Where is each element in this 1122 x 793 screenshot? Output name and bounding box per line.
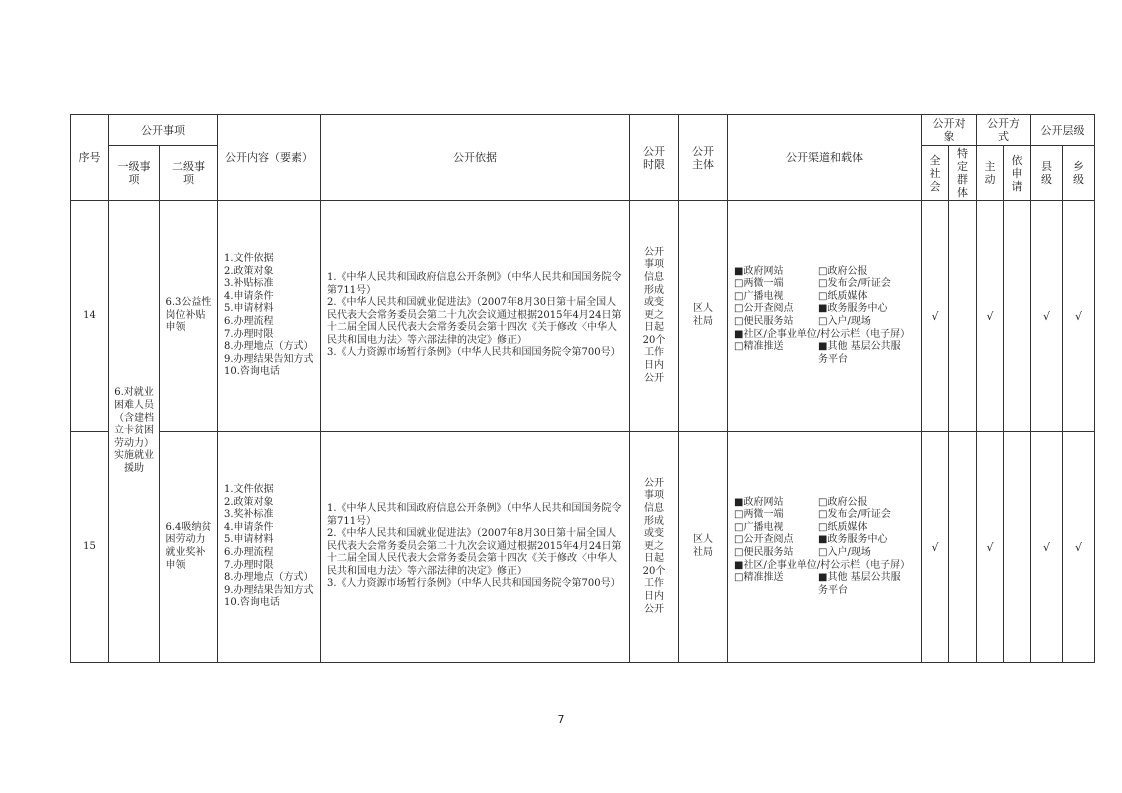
header-target (922, 115, 977, 146)
header-basis: 公开依据 (321, 115, 630, 201)
check-target-specific (949, 201, 977, 432)
time-limit: 公开事项信息形成或变更之日起20个工作日内公开 (642, 477, 666, 615)
disclosure-table (70, 114, 1095, 663)
content-list (218, 201, 321, 432)
content-item: 2.政策对象 (224, 496, 274, 508)
content-item: 8.办理地点（方式） (224, 341, 314, 353)
channel-broadcast: □广播电视 (734, 521, 784, 533)
level1-item: 6.对就业困难人员（含建档立卡贫困劳动力）实施就业援助 (114, 387, 154, 474)
channel-broadcast: □广播电视 (734, 290, 784, 302)
header-level1-text: 一级事项 (117, 160, 151, 186)
channel-gov-gazette: □政府公报 (818, 496, 868, 508)
channel-community-board: ■社区/企事业单位/村公示栏（电子屏） (734, 328, 911, 340)
content-item: 3.奖补标准 (224, 509, 274, 521)
header-method-active (977, 146, 1004, 201)
header-level-town (1063, 146, 1095, 201)
content-item: 9.办理结果告知方式 (224, 584, 314, 596)
header-level2-text: 二级事项 (172, 160, 205, 186)
channel-gov-website: ■政府网站 (734, 496, 784, 508)
channel-precise-push: □精准推送 (734, 341, 784, 353)
header-target-all-text: 全社会 (929, 153, 941, 193)
content-item: 5.申请材料 (224, 534, 274, 546)
level2-item: 6.3公益性岗位补贴申领 (165, 297, 212, 334)
content-item: 7.办理时限 (224, 559, 274, 571)
subject: 区人社局 (693, 303, 713, 327)
basis-list (321, 432, 630, 663)
check-level-town: √ (1063, 432, 1095, 663)
header-content: 公开内容（要素） (218, 115, 321, 201)
level2-item: 6.4吸纳贫困劳动力就业奖补申领 (165, 521, 212, 571)
header-level: 公开层级 (1031, 115, 1095, 146)
check-level-town: √ (1063, 201, 1095, 432)
check-target-all: √ (922, 201, 949, 432)
header-target-specific (949, 146, 977, 201)
header-method-apply-text: 依申请 (1011, 153, 1023, 193)
channel-two-micro: □两微一端 (734, 509, 784, 521)
header-channels: 公开渠道和载体 (728, 115, 922, 201)
content-item: 4.申请条件 (224, 521, 274, 533)
channels-list (728, 201, 922, 432)
header-time-limit-text: 公开时限 (643, 144, 665, 171)
header-method-active-text: 主动 (984, 160, 996, 186)
subject: 区人社局 (693, 534, 713, 558)
channel-convenience-station: □便民服务站 (734, 316, 794, 327)
subject-cell (679, 432, 728, 663)
content-item: 2.政策对象 (224, 265, 274, 277)
channel-two-micro: □两微一端 (734, 278, 784, 290)
level2-item-cell (160, 432, 218, 663)
header-target-specific-text: 特定群体 (957, 147, 968, 199)
content-item: 10.咨询电话 (224, 366, 280, 378)
content-item: 8.办理地点（方式） (224, 572, 314, 584)
table-row (71, 432, 1095, 663)
header-level-county (1031, 146, 1063, 201)
check-level-county: √ (1031, 432, 1063, 663)
channel-precise-push: □精准推送 (734, 572, 784, 584)
check-target-all: √ (922, 432, 949, 663)
basis-item: 1.《中华人民共和国政府信息公开条例》（中华人民共和国国务院令第711号） (327, 502, 622, 527)
content-item: 10.咨询电话 (224, 597, 280, 609)
channel-press-conf: □发布会/听证会 (818, 278, 891, 290)
channel-gov-website: ■政府网站 (734, 265, 784, 277)
header-public-items: 公开事项 (109, 115, 218, 146)
channel-service-center: ■政务服务中心 (818, 534, 888, 546)
time-limit-cell (630, 201, 679, 432)
header-target-text: 公开对象 (932, 117, 966, 143)
basis-item: 2.《中华人民共和国就业促进法》（2007年8月30日第十届全国人民代表大会常务委员会第二十九次会议通过根据2015年4月24日第十二届全国人民代表大会常务委员会第十四次《关于修改〈中华人民共和国电力法〉等六部法律的决定》修正） (327, 528, 622, 577)
basis-item: 1.《中华人民共和国政府信息公开条例》（中华人民共和国国务院令第711号） (327, 271, 622, 296)
channel-convenience-station: □便民服务站 (734, 547, 794, 558)
basis-item: 3.《人力资源市场暂行条例》（中华人民共和国国务院令第700号） (327, 578, 621, 590)
level1-item-cell (109, 201, 160, 663)
header-level-county-text: 县级 (1041, 160, 1052, 186)
content-item: 6.办理流程 (224, 547, 274, 558)
channel-community-board: ■社区/企事业单位/村公示栏（电子屏） (734, 559, 911, 571)
check-method-apply (1004, 432, 1031, 663)
check-method-active: √ (977, 432, 1004, 663)
header-time-limit (630, 115, 679, 201)
basis-item: 2.《中华人民共和国就业促进法》（2007年8月30日第十届全国人民代表大会常务委员会第二十九次会议通过根据2015年4月24日第十二届全国人民代表大会常务委员会第十四次《关于修改〈中华人民共和国电力法〉等六部法律的决定》修正） (327, 297, 622, 346)
content-item: 1.文件依据 (224, 253, 274, 265)
channel-door-to-door: □入户/现场 (818, 316, 871, 327)
content-item: 5.申请材料 (224, 303, 274, 315)
header-method-apply (1004, 146, 1031, 201)
basis-item: 3.《人力资源市场暂行条例》（中华人民共和国国务院令第700号） (327, 347, 621, 359)
channel-other: ■其他 基层公共服务平台 (818, 572, 901, 596)
channel-service-center: ■政务服务中心 (818, 303, 888, 315)
content-item: 7.办理时限 (224, 328, 274, 340)
basis-list (321, 201, 630, 432)
header-seq: 序号 (71, 115, 109, 201)
channel-door-to-door: □入户/现场 (818, 547, 871, 558)
channel-paper-media: □纸质媒体 (818, 290, 868, 302)
header-target-all (922, 146, 949, 201)
page-number: 7 (557, 713, 565, 726)
content-item: 3.补贴标准 (224, 278, 274, 290)
header-method (977, 115, 1031, 146)
channel-gov-gazette: □政府公报 (818, 265, 868, 277)
channel-paper-media: □纸质媒体 (818, 521, 868, 533)
content-item: 9.办理结果告知方式 (224, 353, 314, 365)
check-target-specific (949, 432, 977, 663)
content-item: 4.申请条件 (224, 290, 274, 302)
check-method-active: √ (977, 201, 1004, 432)
check-method-apply (1004, 201, 1031, 432)
header-method-text: 公开方式 (987, 117, 1020, 143)
row-seq: 14 (71, 201, 109, 432)
header-level-town-text: 乡级 (1073, 160, 1084, 186)
table-row (71, 201, 1095, 432)
channel-reading-point: □公开查阅点 (734, 303, 794, 315)
time-limit: 公开事项信息形成或变更之日起20个工作日内公开 (642, 246, 666, 384)
channel-other: ■其他 基层公共服务平台 (818, 341, 901, 365)
header-level2 (160, 146, 218, 201)
content-list (218, 432, 321, 663)
subject-cell (679, 201, 728, 432)
row-seq: 15 (71, 432, 109, 663)
header-subject (679, 115, 728, 201)
header-subject-text: 公开主体 (692, 144, 714, 171)
check-level-county: √ (1031, 201, 1063, 432)
channel-press-conf: □发布会/听证会 (818, 509, 891, 521)
content-item: 6.办理流程 (224, 316, 274, 327)
channel-reading-point: □公开查阅点 (734, 534, 794, 546)
channels-list (728, 432, 922, 663)
time-limit-cell (630, 432, 679, 663)
level2-item-cell (160, 201, 218, 432)
content-item: 1.文件依据 (224, 484, 274, 496)
header-level1 (109, 146, 160, 201)
